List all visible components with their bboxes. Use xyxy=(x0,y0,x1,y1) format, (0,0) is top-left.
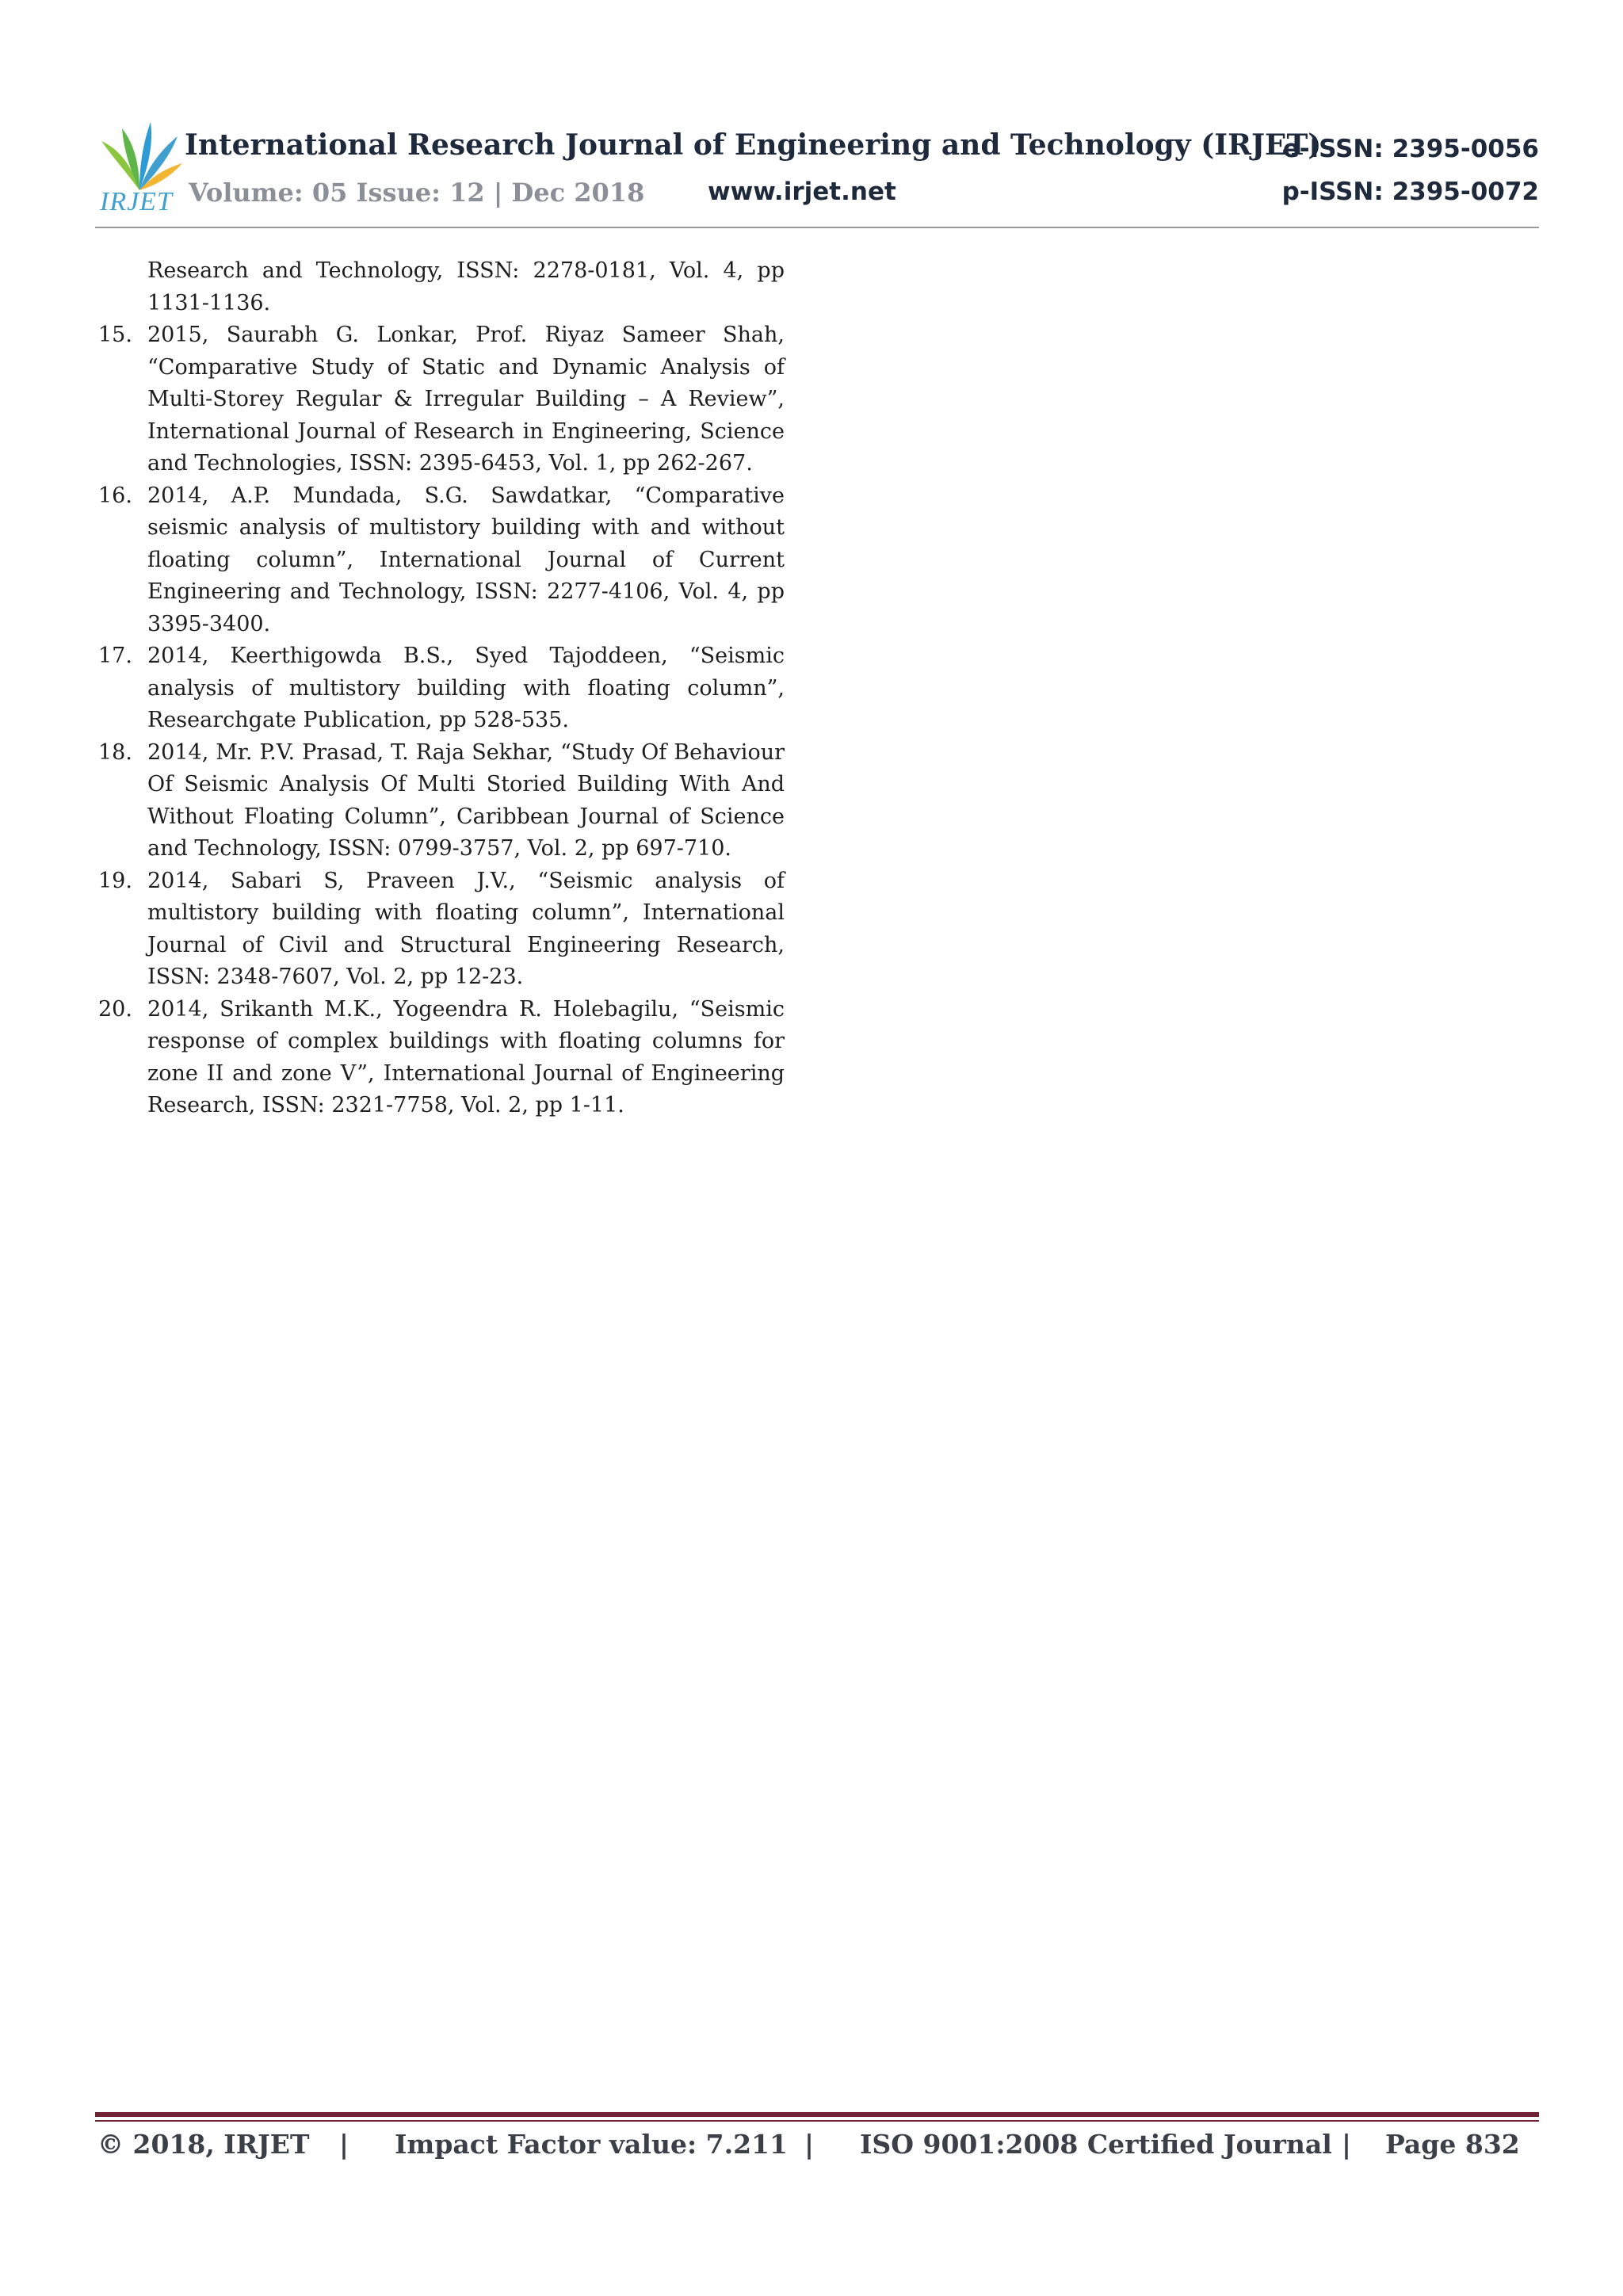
reference-continuation: Research and Technology, ISSN: 2278-0181, Vol. 4, pp 1131-1136. xyxy=(147,258,785,315)
reference-number: 17. xyxy=(98,644,132,668)
reference-text: 2014, Srikanth M.K., Yogeendra R. Holebagilu, “Seismic response of complex buildings with floating columns for zone II and zone V”, International Journal of Engineering Research, ISSN: 2321-7758, Vol. 2, pp 1-11. xyxy=(147,996,785,1117)
reference-item xyxy=(95,994,785,1122)
logo-text: IRJET xyxy=(100,187,173,216)
footer-impact-factor: Impact Factor value: 7.211 xyxy=(395,2129,788,2160)
footer-copyright: © 2018, IRJET xyxy=(97,2129,310,2160)
reference-number: 20. xyxy=(98,996,132,1022)
footer-separator: | xyxy=(339,2129,349,2160)
reference-item xyxy=(95,640,785,737)
footer-separator: | xyxy=(1342,2129,1352,2160)
reference-number: 18. xyxy=(98,739,132,765)
references-list xyxy=(95,255,785,1122)
reference-text: 2014, Keerthigowda B.S., Syed Tajoddeen, “Seismic analysis of multistory building with floating column”, Researchgate Publication, pp 528-535. xyxy=(147,644,785,732)
reference-number: 15. xyxy=(98,323,132,347)
header-divider xyxy=(95,227,1539,228)
reference-text: 2015, Saurabh G. Lonkar, Prof. Riyaz Sameer Shah, “Comparative Study of Static and Dynamic Analysis of Multi-Storey Regular & Irregular Building – A Review”, International Journal of Research in Engineering, Science and Technologies, ISSN: 2395-6453, Vol. 1, pp 262-267. xyxy=(147,323,785,476)
reference-item xyxy=(95,865,785,994)
reference-item xyxy=(95,319,785,480)
journal-website: www.irjet.net xyxy=(708,178,896,206)
e-issn: e-ISSN: 2395-0056 xyxy=(1282,135,1539,163)
footer-iso: ISO 9001:2008 Certified Journal xyxy=(860,2129,1332,2160)
footer-divider-thick xyxy=(95,2112,1539,2117)
reference-text: 2014, Sabari S, Praveen J.V., “Seismic analysis of multistory building with floating column”, International Journal of Civil and Structural Engineering Research, ISSN: 2348-7607, Vol. 2, pp 12-23. xyxy=(147,868,785,989)
footer-page-number: Page 832 xyxy=(1385,2129,1520,2160)
leaf-logo-icon xyxy=(95,117,184,197)
reference-item xyxy=(95,737,785,865)
p-issn: p-ISSN: 2395-0072 xyxy=(1281,178,1539,206)
footer-divider-thin xyxy=(95,2120,1539,2122)
footer-separator: | xyxy=(804,2129,815,2160)
reference-number: 16. xyxy=(98,483,132,508)
volume-issue: Volume: 05 Issue: 12 | Dec 2018 xyxy=(189,178,645,208)
reference-number: 19. xyxy=(98,868,132,893)
reference-item xyxy=(95,480,785,641)
irjet-logo xyxy=(95,117,184,220)
reference-text: 2014, Mr. P.V. Prasad, T. Raja Sekhar, “Study Of Behaviour Of Seismic Analysis Of Multi Storied Building With And Without Floating Column”, Caribbean Journal of Science and Technology, ISSN: 0799-3757, Vol. 2, pp 697-710. xyxy=(147,739,785,861)
journal-title: International Research Journal of Engineering and Technology (IRJET) xyxy=(185,128,1322,162)
reference-text: 2014, A.P. Mundada, S.G. Sawdatkar, “Comparative seismic analysis of multistory building with and without floating column”, International Journal of Current Engineering and Technology, ISSN: 2277-4106, Vol. 4, pp 3395-3400. xyxy=(147,483,785,636)
page-header xyxy=(95,111,1539,230)
